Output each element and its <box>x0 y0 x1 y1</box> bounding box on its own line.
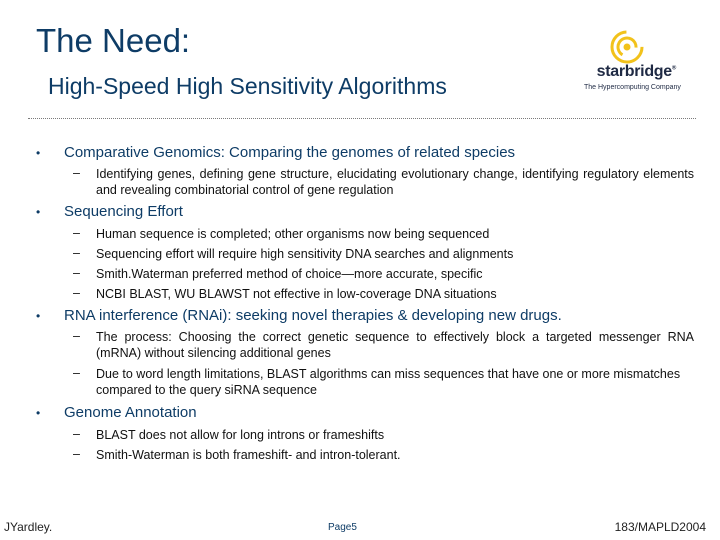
sub-bullet-marker: – <box>73 286 80 300</box>
sub-bullet-marker: – <box>73 366 80 380</box>
sub-bullet-item: The process: Choosing the correct genetic sequence to effectively block a targeted messenger RNA (mRNA) without silencing additional genes <box>96 330 694 360</box>
footer-author: JYardley. <box>4 520 53 534</box>
sub-bullet-item: Human sequence is completed; other organisms now being sequenced <box>96 227 490 241</box>
bullet-item: RNA interference (RNAi): seeking novel therapies & developing new drugs. <box>64 307 562 324</box>
header-divider <box>28 118 696 119</box>
logo-wordmark: starbridge® <box>596 63 676 80</box>
bullet-marker: • <box>36 146 41 160</box>
bullet-marker: • <box>36 406 41 420</box>
sub-bullet-item: Due to word length limitations, BLAST algorithms can miss sequences that have one or more mismatches compared to the query siRNA sequence <box>96 367 681 397</box>
bullet-marker: • <box>36 309 41 323</box>
logo-tagline: The Hypercomputing Company <box>584 84 681 91</box>
bullet-marker: • <box>36 205 41 219</box>
sub-bullet-item: Smith-Waterman is both frameshift- and intron-tolerant. <box>96 448 401 462</box>
sub-bullet-item: Sequencing effort will require high sensitivity DNA searches and alignments <box>96 247 514 261</box>
bullet-item: Comparative Genomics: Comparing the genomes of related species <box>64 144 516 161</box>
sub-bullet-marker: – <box>73 246 80 260</box>
bullet-item: Genome Annotation <box>64 404 197 421</box>
sub-bullet-item: NCBI BLAST, WU BLAWST not effective in low-coverage DNA situations <box>96 287 497 301</box>
sub-bullet-item: BLAST does not allow for long introns or frameshifts <box>96 428 385 442</box>
sub-bullet-marker: – <box>73 166 80 180</box>
slide-subtitle: High-Speed High Sensitivity Algorithms <box>48 73 447 99</box>
starbridge-logo <box>584 30 684 94</box>
sub-bullet-marker: – <box>73 266 80 280</box>
sub-bullet-marker: – <box>73 447 80 461</box>
sub-bullet-marker: – <box>73 427 80 441</box>
sub-bullet-item: Smith.Waterman preferred method of choice—more accurate, specific <box>96 267 483 281</box>
footer-page-number: Page5 <box>328 522 357 533</box>
sub-bullet-item: Identifying genes, defining gene structure, elucidating evolutionary change, identifying regulatory elements and revealing combinatorial control of gene regulation <box>96 167 694 197</box>
sub-bullet-marker: – <box>73 226 80 240</box>
sub-bullet-marker: – <box>73 329 80 343</box>
bullet-item: Sequencing Effort <box>64 203 183 220</box>
swirl-logo-icon <box>610 30 644 64</box>
slide-title: The Need: <box>36 22 191 59</box>
footer-code: 183/MAPLD2004 <box>614 520 706 534</box>
